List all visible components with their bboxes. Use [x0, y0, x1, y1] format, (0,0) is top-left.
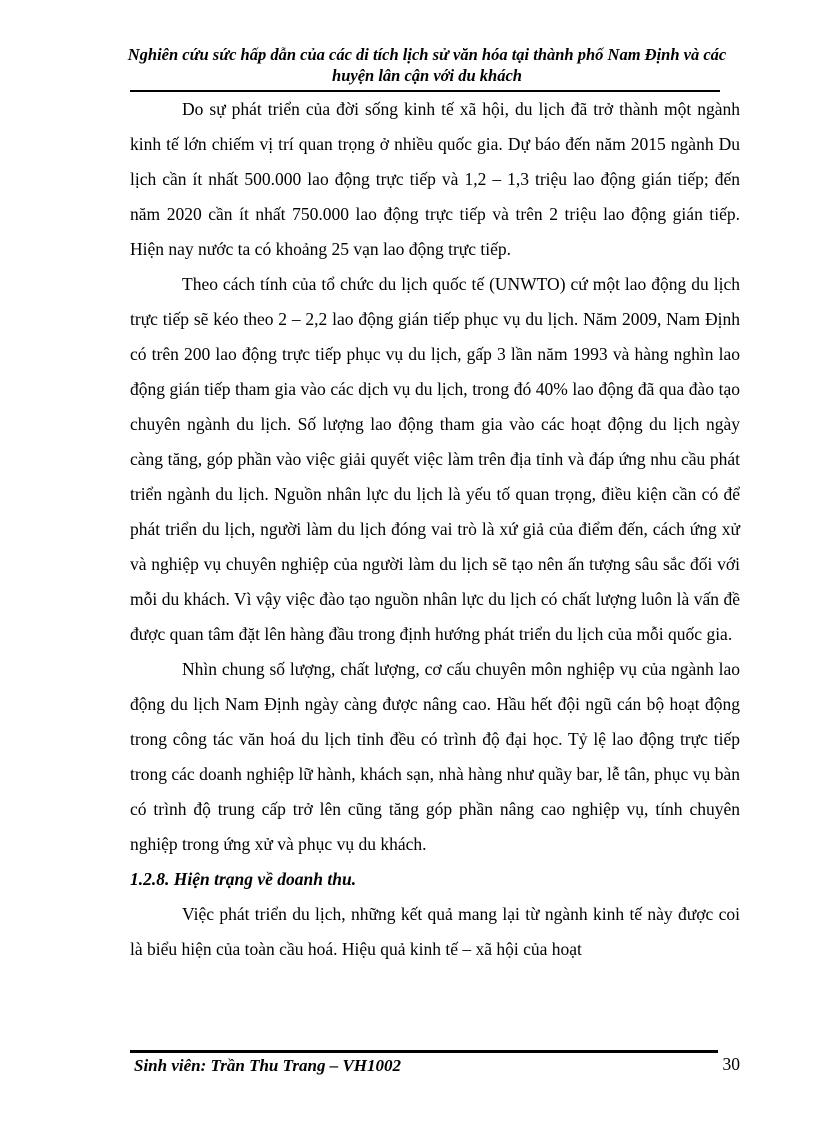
paragraph: Việc phát triển du lịch, những kết quả mang lại từ ngành kinh tế này được coi là biểu hiện của toàn cầu hoá. Hiệu quả kinh tế – xã hội của hoạt: [130, 904, 740, 959]
page-number: 30: [722, 1054, 740, 1074]
body-text: [130, 92, 740, 967]
footer-author: Sinh viên: Trần Thu Trang – VH1002: [134, 1056, 402, 1075]
paragraph: Do sự phát triển của đời sống kinh tế xã hội, du lịch đã trở thành một ngành kinh tế lớn chiếm vị trí quan trọng ở nhiều quốc gia. Dự báo đến năm 2015 ngành Du lịch cần ít nhất 500.000 lao động trực tiếp và 1,2 – 1,3 triệu lao động gián tiếp; đến năm 2020 cần ít nhất 750.000 lao động trực tiếp và trên 2 triệu lao động gián tiếp. Hiện nay nước ta có khoảng 25 vạn lao động trực tiếp.: [130, 99, 740, 259]
footer-divider: [130, 1050, 718, 1053]
section-heading: 1.2.8. Hiện trạng về doanh thu.: [130, 869, 357, 889]
paragraph: Nhìn chung số lượng, chất lượng, cơ cấu chuyên môn nghiệp vụ của ngành lao động du lịch Nam Định ngày càng được nâng cao. Hầu hết đội ngũ cán bộ hoạt động trong công tác văn hoá du lịch tỉnh đều có trình độ đại học. Tỷ lệ lao động trực tiếp trong các doanh nghiệp lữ hành, khách sạn, nhà hàng như quầy bar, lễ tân, phục vụ bàn có trình độ trung cấp trở lên cũng tăng góp phần nâng cao nghiệp vụ, tính chuyên nghiệp trong ứng xử và phục vụ du khách.: [130, 659, 740, 854]
running-header: Nghiên cứu sức hấp dẫn của các di tích lịch sử văn hóa tại thành phố Nam Định và các huyện lân cận với du khách: [127, 45, 727, 85]
paragraph: Theo cách tính của tổ chức du lịch quốc tế (UNWTO) cứ một lao động du lịch trực tiếp sẽ kéo theo 2 – 2,2 lao động gián tiếp phục vụ du lịch. Năm 2009, Nam Định có trên 200 lao động trực tiếp phục vụ du lịch, gấp 3 lần năm 1993 và hàng nghìn lao động gián tiếp tham gia vào các dịch vụ du lịch, trong đó 40% lao động đã qua đào tạo chuyên ngành du lịch. Số lượng lao động tham gia vào các hoạt động du lịch ngày càng tăng, góp phần vào việc giải quyết việc làm trên địa tỉnh và đáp ứng nhu cầu phát triển ngành du lịch. Nguồn nhân lực du lịch là yếu tố quan trọng, điều kiện cần có để phát triển du lịch, người làm du lịch đóng vai trò là xứ giả của điểm đến, cách ứng xử và nghiệp vụ chuyên nghiệp của người làm du lịch sẽ tạo nên ấn tượng sâu sắc đối với mỗi du khách. Vì vậy việc đào tạo nguồn nhân lực du lịch có chất lượng luôn là vấn đề được quan tâm đặt lên hàng đầu trong định hướng phát triển du lịch của mỗi quốc gia.: [130, 274, 740, 644]
